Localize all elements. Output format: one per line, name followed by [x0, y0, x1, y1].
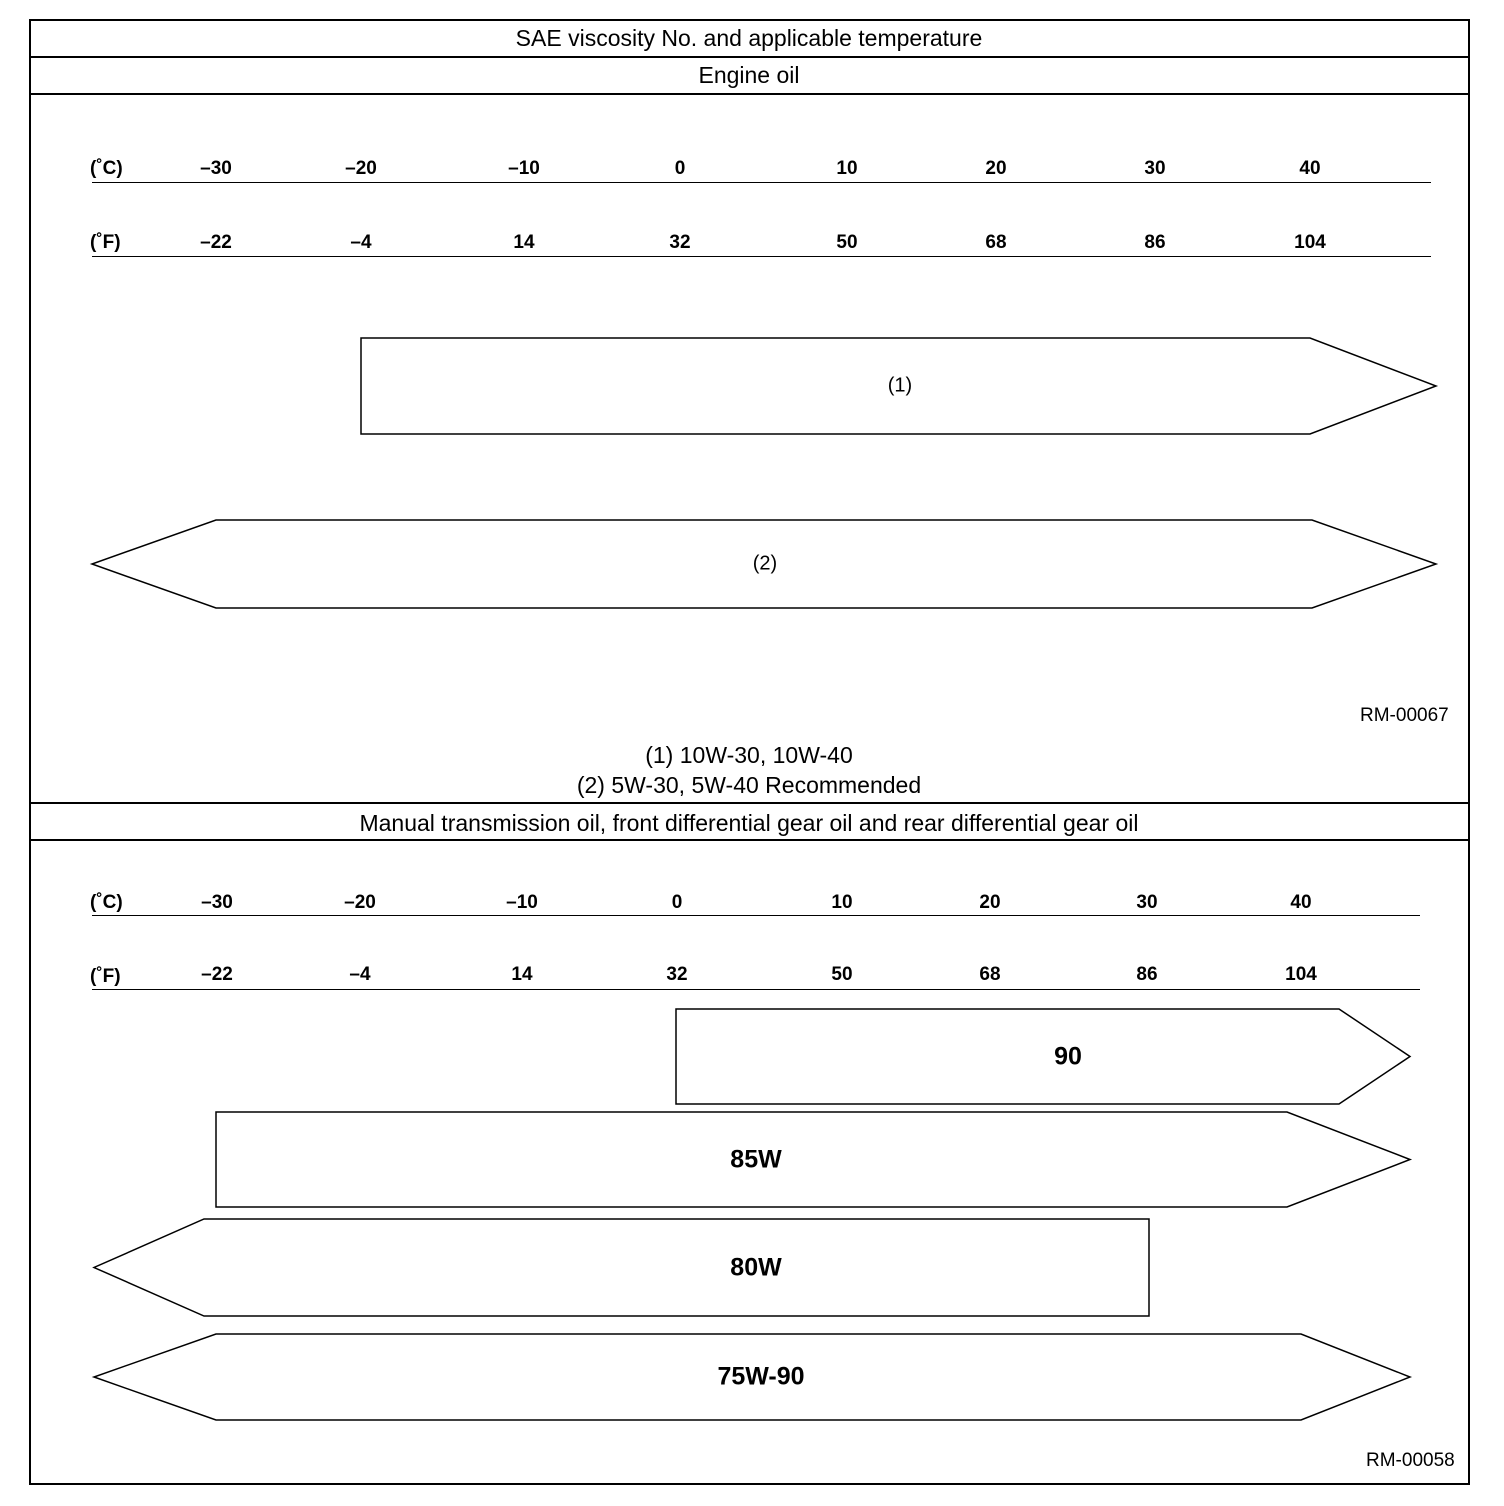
celsius-tick-label: –10 [506, 892, 538, 913]
celsius-tick-label: 0 [671, 892, 683, 913]
celsius-tick-label: 10 [836, 158, 858, 179]
celsius-tick-label: –10 [508, 158, 540, 179]
fahrenheit-tick-label: 68 [985, 232, 1007, 253]
fahrenheit-tick-label: 86 [1144, 232, 1166, 253]
celsius-unit: (˚C) [90, 892, 123, 913]
fahrenheit-tick-label: –22 [201, 964, 233, 985]
temperature-range-band [216, 1112, 1410, 1207]
celsius-tick-label: –30 [201, 892, 233, 913]
fahrenheit-tick-label: 50 [836, 232, 858, 253]
celsius-tick-label: 40 [1290, 892, 1312, 913]
celsius-tick-label: 30 [1136, 892, 1158, 913]
celsius-unit: (˚C) [90, 158, 123, 179]
fahrenheit-tick-label: 50 [831, 964, 853, 985]
fahrenheit-unit: (˚F) [90, 966, 121, 987]
celsius-tick-label: 10 [831, 892, 853, 913]
fahrenheit-tick-label: –22 [200, 232, 232, 253]
temperature-range-band [676, 1009, 1410, 1104]
band-label: 80W [730, 1253, 782, 1281]
celsius-tick-label: 30 [1144, 158, 1166, 179]
celsius-tick-label: 0 [674, 158, 686, 179]
celsius-tick-label: 20 [979, 892, 1001, 913]
engine-ref-code: RM-00067 [1360, 705, 1449, 726]
fahrenheit-tick-label: 32 [666, 964, 688, 985]
celsius-tick-label: –30 [200, 158, 232, 179]
engine-heading: Engine oil [698, 62, 800, 88]
celsius-tick-label: –20 [345, 158, 377, 179]
engine-note-1: (1) 10W-30, 10W-40 [645, 742, 853, 768]
celsius-tick-label: 40 [1299, 158, 1321, 179]
fahrenheit-tick-label: 14 [511, 964, 533, 985]
band-label: 85W [730, 1145, 782, 1173]
celsius-tick-label: –20 [344, 892, 376, 913]
gear-ref-code: RM-00058 [1366, 1450, 1455, 1471]
fahrenheit-tick-label: –4 [349, 964, 371, 985]
fahrenheit-tick-label: –4 [350, 232, 372, 253]
band-label: (2) [752, 552, 778, 575]
band-label: 75W-90 [717, 1362, 805, 1391]
band-label: (1) [887, 374, 913, 397]
engine-note-2: (2) 5W-30, 5W-40 Recommended [576, 772, 922, 798]
fahrenheit-tick-label: 14 [513, 232, 535, 253]
fahrenheit-tick-label: 86 [1136, 964, 1158, 985]
temperature-range-band [94, 1219, 1149, 1316]
fahrenheit-unit: (˚F) [90, 232, 121, 253]
page-title: SAE viscosity No. and applicable temperature [515, 25, 983, 51]
fahrenheit-tick-label: 32 [669, 232, 691, 253]
band-label: 90 [1054, 1042, 1082, 1070]
fahrenheit-tick-label: 104 [1285, 964, 1317, 985]
fahrenheit-tick-label: 104 [1294, 232, 1326, 253]
celsius-tick-label: 20 [985, 158, 1007, 179]
fahrenheit-tick-label: 68 [979, 964, 1001, 985]
gear-heading: Manual transmission oil, front differential gear oil and rear differential gear oil [359, 810, 1139, 836]
